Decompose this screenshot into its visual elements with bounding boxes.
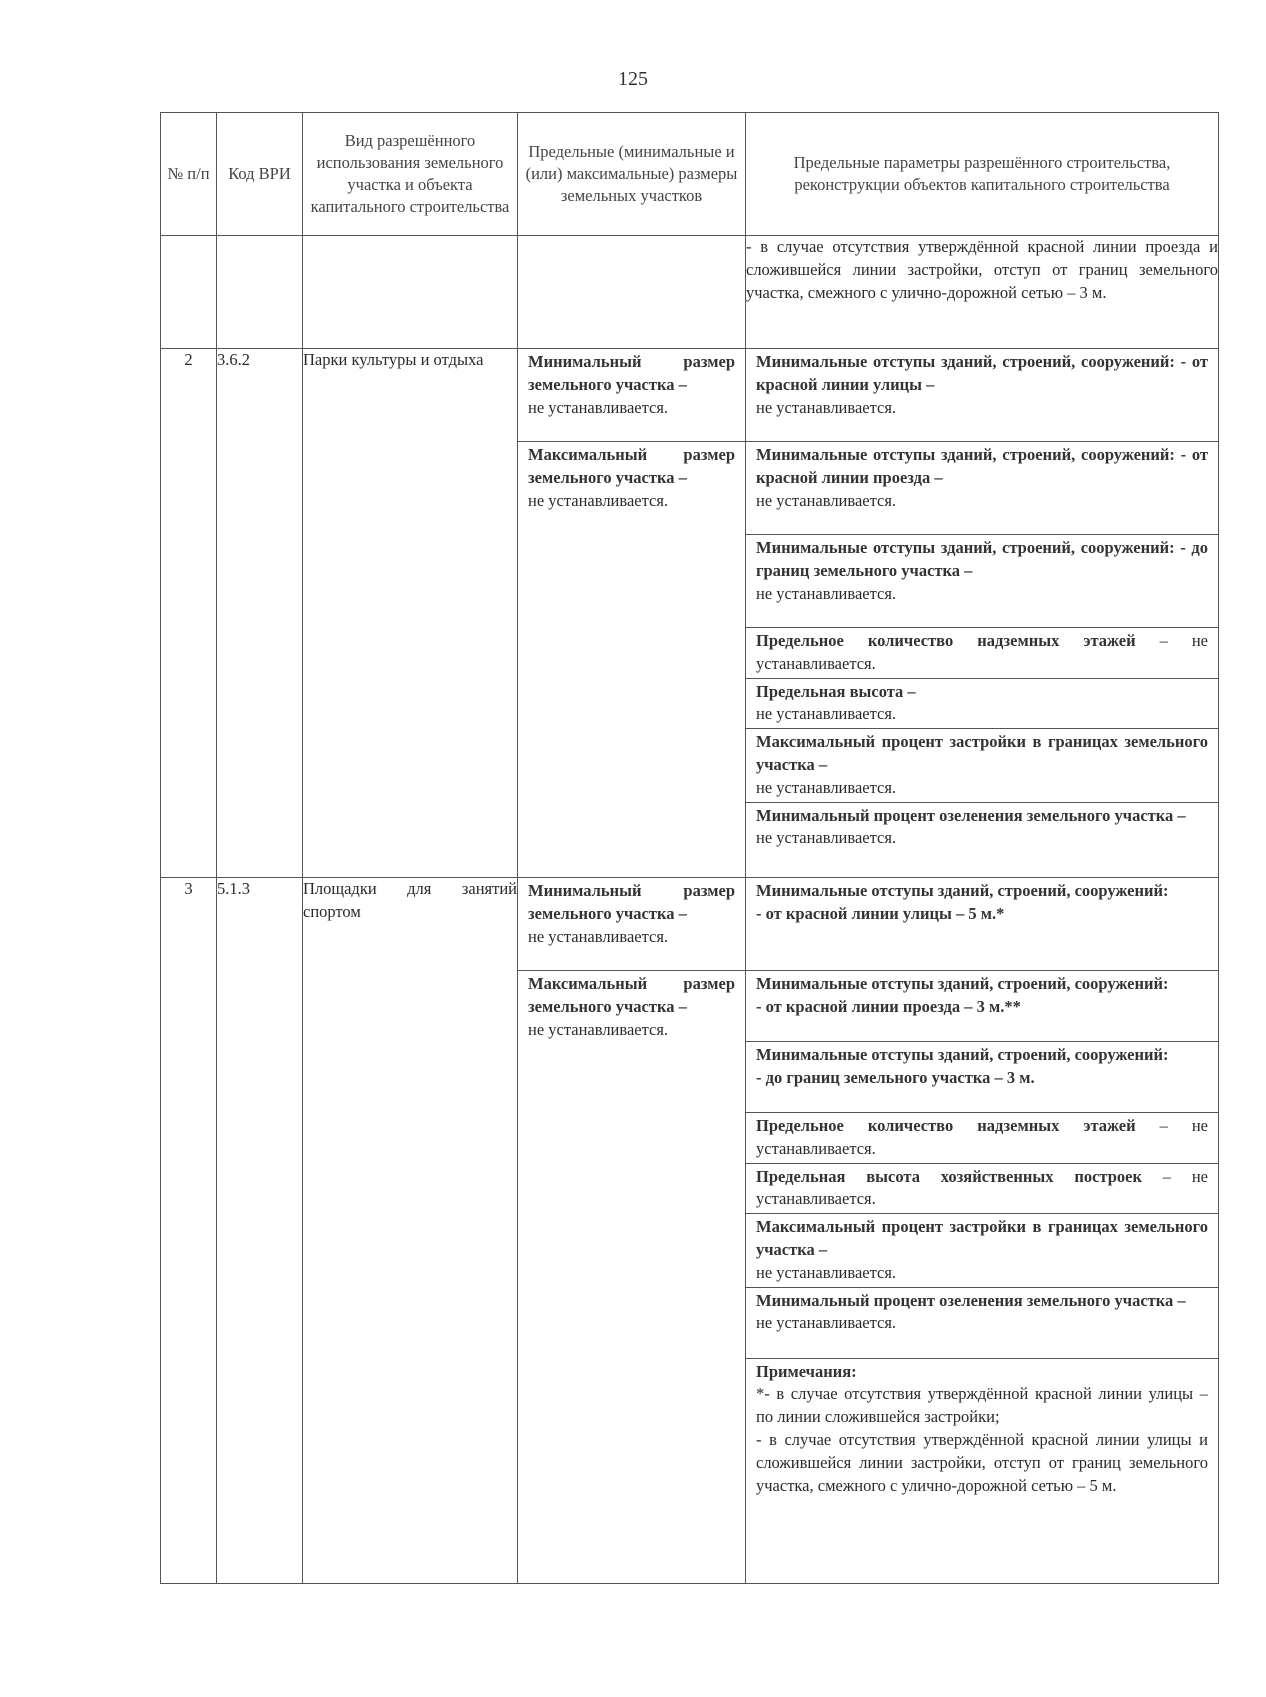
row-use-name: Площадки для занятий спортом [303,878,518,1584]
param-value: – не устанавливается. [756,1166,1209,1209]
max-size-title: Максимальный размер земельного участка – [528,445,735,487]
min-size-value: не устанавливается. [528,926,669,946]
param-subtitle: - от красной линии улицы – [756,352,1208,394]
param-item [746,349,1218,442]
param-item [746,971,1218,1042]
cont-params: - в случае отсутствия утверждённой красной линии проезда и сложившейся линии застройки, отступ от границ земельного участка, смежного с улично-дорожной сетью – 3 м. [746,236,1219,349]
param-value: не устанавливается. [756,583,897,603]
param-value: не устанавливается. [756,397,897,417]
param-title: Минимальные отступы зданий, строений, сооружений: [756,538,1175,557]
param-item [746,535,1218,628]
params-list [746,349,1218,873]
param-title: Предельная высота – [756,681,916,701]
param-value: – не устанавливается. [756,631,1208,673]
header-row [161,113,1219,236]
params-list [746,878,1218,1581]
max-size-cell [518,442,745,515]
param-item [746,878,1218,971]
cont-name [303,236,518,349]
row-sizes [518,349,746,878]
table-row [161,349,1219,878]
param-title: Максимальный процент застройки в границах земельного участка – [756,732,1208,774]
note-item: - в случае отсутствия утверждённой красной линии улицы и сложившейся линии застройки, отступ от границ земельного участка, смежного с улично-дорожной сетью – 5 м. [756,1429,1208,1495]
max-size-value: не устанавливается. [528,490,669,510]
param-item [746,628,1218,679]
param-item [746,729,1218,802]
min-size-cell [518,349,745,442]
row-params [746,349,1219,878]
param-value: не устанавливается. [756,490,897,510]
param-title: Минимальный процент озеленения земельного участка – [756,1290,1186,1310]
param-item [746,1113,1218,1164]
row-num: 3 [161,878,217,1584]
page-number: 125 [618,68,648,90]
row-use-name: Парки культуры и отдыха [303,349,518,878]
regulations-table [160,112,1219,1584]
param-title: Минимальные отступы зданий, строений, сооружений: [756,881,1169,900]
param-subtitle: - от красной линии улицы – 5 м.* [756,903,1005,923]
row-code: 3.6.2 [217,349,303,878]
cont-code [217,236,303,349]
param-title: Минимальный процент озеленения земельного участка – [756,805,1186,825]
cont-num [161,236,217,349]
param-item [746,1214,1218,1287]
max-size-title: Максимальный размер земельного участка – [528,974,735,1016]
notes-title: Примечания: [756,1361,857,1381]
header-use-type: Вид разрешённого использования земельного участка и объекта капитального строительства [303,113,518,236]
header-num: № п/п [161,113,217,236]
param-title: Предельная высота хозяйственных построек [756,1166,1142,1186]
param-title: Максимальный процент застройки в границах земельного участка – [756,1217,1208,1259]
param-subtitle: - от красной линии проезда – [756,445,1208,487]
header-code: Код ВРИ [217,113,303,236]
param-item [746,802,1218,873]
min-size-value: не устанавливается. [528,397,669,417]
sizes-list [518,349,745,514]
param-value: не устанавливается. [756,1262,897,1282]
header-params: Предельные параметры разрешённого строительства, реконструкции объектов капитального строительства [746,113,1219,236]
param-value: не устанавливается. [756,704,897,724]
param-title: Минимальные отступы зданий, строений, сооружений: [756,974,1169,993]
param-item [746,1163,1218,1214]
param-subtitle: - до границ земельного участка – 3 м. [756,1067,1035,1087]
param-value: не устанавливается. [756,777,897,797]
row-params [746,878,1219,1584]
header-sizes: Предельные (минимальные и (или) максимальные) размеры земельных участков [518,113,746,236]
max-size-cell [518,971,745,1044]
param-value: – не устанавливается. [756,1116,1208,1158]
param-title: Минимальные отступы зданий, строений, сооружений: [756,1045,1169,1064]
min-size-title: Минимальный размер земельного участка – [528,352,735,394]
min-size-title: Минимальный размер земельного участка – [528,881,735,923]
param-value: не устанавливается. [756,1313,897,1333]
param-title: Минимальные отступы зданий, строений, сооружений: [756,445,1175,464]
param-item [746,442,1218,535]
param-subtitle: - от красной линии проезда – 3 м.** [756,996,1021,1016]
continuation-row [161,236,1219,349]
param-title: Предельное количество надземных этажей [756,631,1136,650]
param-item [746,678,1218,729]
param-item [746,1042,1218,1113]
param-item [746,1287,1218,1358]
min-size-cell [518,878,745,971]
param-subtitle: - до границ земельного участка – [756,538,1209,580]
param-title: Минимальные отступы зданий, строений, сооружений: [756,352,1175,371]
note-item: *- в случае отсутствия утверждённой красной линии улицы – по линии сложившейся застройки; [756,1384,1208,1427]
notes-cell [746,1358,1218,1581]
table-row [161,878,1219,1584]
param-title: Предельное количество надземных этажей [756,1116,1136,1135]
cont-sizes [518,236,746,349]
param-value: не устанавливается. [756,828,897,848]
max-size-value: не устанавливается. [528,1019,669,1039]
row-sizes [518,878,746,1584]
row-code: 5.1.3 [217,878,303,1584]
row-num: 2 [161,349,217,878]
sizes-list [518,878,745,1043]
